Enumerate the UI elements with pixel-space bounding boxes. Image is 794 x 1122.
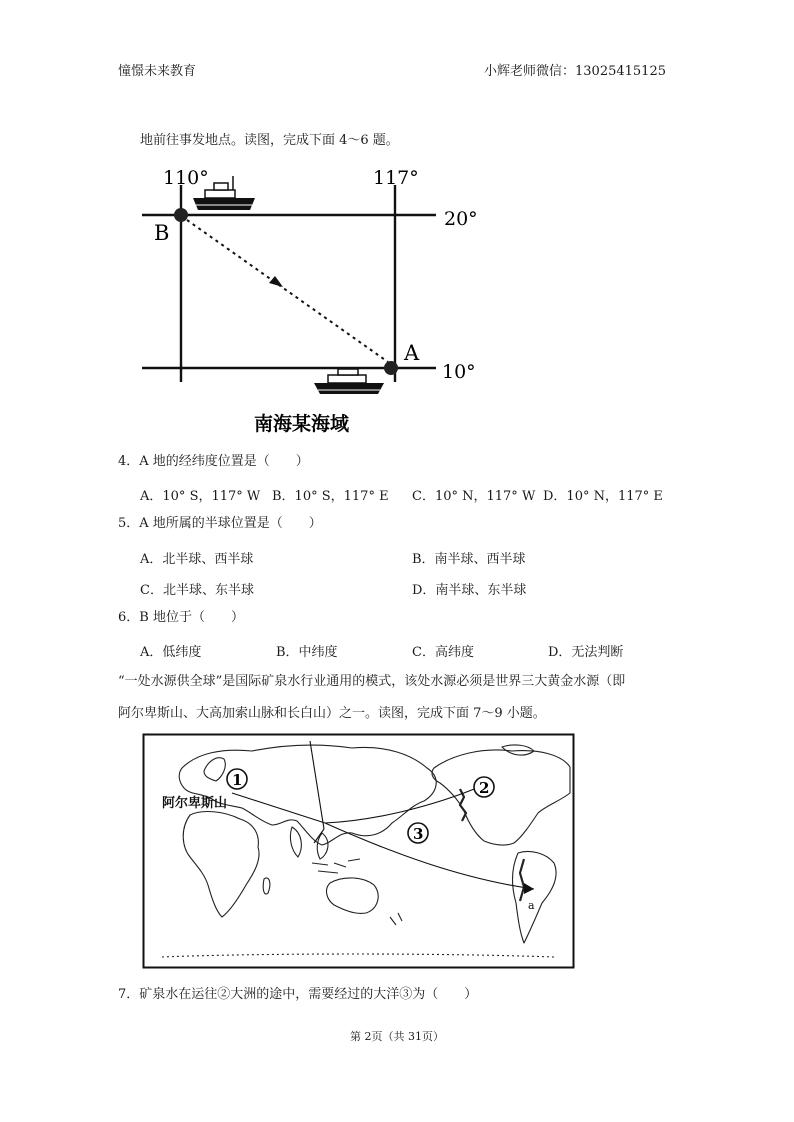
header-right: 小辉老师微信：13025415125: [484, 64, 666, 79]
label-a: a: [528, 899, 535, 912]
q4-option-d: D．10° N，117° E: [543, 489, 663, 504]
q5-option-d: D．南半球、东半球: [412, 583, 527, 598]
q6-option-a: A．低纬度: [140, 645, 202, 660]
label-lon-117: 117°: [373, 167, 419, 189]
label-alps: 阿尔卑斯山: [162, 796, 228, 811]
page-footer: 第 2页（共 31页）: [350, 1030, 444, 1043]
route-dashed-line: [187, 220, 388, 362]
marker-1-icon: [227, 769, 247, 789]
svg-text:3: 3: [413, 825, 424, 843]
label-point-a: A: [404, 341, 420, 365]
ship-a-icon: [314, 369, 384, 394]
q5-option-c: C．北半球、东半球: [140, 583, 254, 598]
q5-stem: 5．A 地所属的半球位置是（ ）: [118, 516, 322, 531]
q6-option-b: B．中纬度: [276, 645, 338, 660]
paragraph-line-1: “一处水源供全球”是国际矿泉水行业通用的模式，该处水源必须是世界三大黄金水源（即: [118, 674, 626, 689]
marker-2-icon: [474, 777, 494, 797]
svg-text:2: 2: [479, 779, 490, 797]
q4-stem: 4．A 地的经纬度位置是（ ）: [118, 454, 309, 469]
sea-area-diagram: [0, 0, 794, 450]
q4-option-c: C．10° N，117° W: [412, 489, 536, 504]
intro-text: 地前往事发地点。读图，完成下面 4～6 题。: [140, 133, 399, 148]
point-a-dot: [384, 361, 398, 375]
q5-option-a: A．北半球、西半球: [140, 552, 254, 567]
map-frame: [144, 735, 574, 968]
figure1-caption: 南海某海域: [254, 413, 350, 435]
label-lon-110: 110°: [163, 167, 209, 189]
q4-option-b: B．10° S，117° E: [272, 489, 389, 504]
label-point-b: B: [154, 221, 170, 245]
label-lat-10: 10°: [442, 361, 476, 383]
paragraph-line-2: 阿尔卑斯山、大高加索山脉和长白山）之一。读图，完成下面 7～9 小题。: [118, 706, 546, 721]
route-arrow-icon: [269, 276, 283, 287]
q7-stem: 7．矿泉水在运往②大洲的途中，需要经过的大洋③为（ ）: [118, 987, 478, 1002]
q6-option-c: C．高纬度: [412, 645, 474, 660]
marker-3-icon: [408, 823, 428, 843]
q6-option-d: D．无法判断: [548, 645, 624, 660]
header-left: 憧憬未来教育: [118, 64, 197, 79]
point-b-dot: [174, 208, 188, 222]
svg-text:1: 1: [232, 771, 243, 789]
q5-option-b: B．南半球、西半球: [412, 552, 526, 567]
world-map: [142, 733, 575, 969]
label-lat-20: 20°: [444, 208, 478, 230]
q4-option-a: A．10° S，117° W: [140, 489, 261, 504]
q6-stem: 6．B 地位于（ ）: [118, 610, 244, 625]
